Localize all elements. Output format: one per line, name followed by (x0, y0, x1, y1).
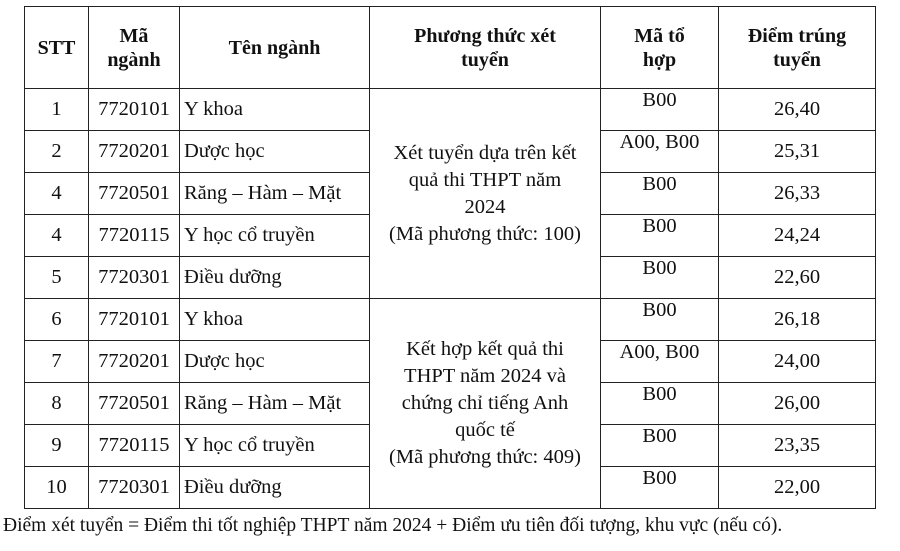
cell-ma-nganh: 7720301 (89, 467, 180, 509)
cell-diem: 26,33 (719, 173, 876, 215)
header-diem (719, 7, 876, 89)
cell-ten-nganh: Điều dưỡng (180, 467, 370, 509)
cell-ma-to-hop: A00, B00 (601, 341, 719, 383)
cell-stt: 5 (25, 257, 89, 299)
header-row (25, 7, 876, 89)
cell-ma-to-hop: B00 (601, 383, 719, 425)
cell-diem: 25,31 (719, 131, 876, 173)
cell-phuong-thuc (370, 299, 601, 509)
cell-ma-to-hop: A00, B00 (601, 131, 719, 173)
cell-ten-nganh: Y học cổ truyền (180, 425, 370, 467)
method-line: quốc tế (455, 419, 515, 441)
cell-ma-nganh: 7720501 (89, 383, 180, 425)
table-body (25, 89, 876, 509)
cell-diem: 24,24 (719, 215, 876, 257)
cell-diem: 22,60 (719, 257, 876, 299)
cell-ten-nganh: Răng – Hàm – Mặt (180, 173, 370, 215)
cell-ten-nganh: Dược học (180, 341, 370, 383)
cell-ma-to-hop: B00 (601, 215, 719, 257)
footnote: Điểm xét tuyển = Điểm thi tốt nghiệp THPT năm 2024 + Điểm ưu tiên đối tượng, khu vực (nếu có). (3, 515, 783, 536)
cell-ma-to-hop: B00 (601, 299, 719, 341)
method-line: quả thi THPT năm (408, 168, 562, 191)
cell-ma-nganh: 7720101 (89, 299, 180, 341)
cell-ma-nganh: 7720201 (89, 131, 180, 173)
cell-ten-nganh: Y khoa (180, 299, 370, 341)
header-phuong-thuc-text: Phương thức xét tuyển (414, 24, 556, 71)
header-phuong-thuc (370, 7, 601, 89)
header-diem-text: Điểm trúng tuyển (747, 24, 847, 71)
cell-stt: 2 (25, 131, 89, 173)
cell-stt: 1 (25, 89, 89, 131)
cell-ma-nganh: 7720101 (89, 89, 180, 131)
admission-score-table (24, 6, 876, 509)
cell-ma-to-hop: B00 (601, 173, 719, 215)
method-line: chứng chỉ tiếng Anh (401, 392, 569, 414)
cell-ma-to-hop: B00 (601, 425, 719, 467)
method-line: 2024 (464, 195, 506, 218)
cell-ten-nganh: Y học cổ truyền (180, 215, 370, 257)
cell-diem: 22,00 (719, 467, 876, 509)
cell-stt: 6 (25, 299, 89, 341)
cell-ma-nganh: 7720115 (89, 215, 180, 257)
cell-diem: 26,18 (719, 299, 876, 341)
table-row (25, 89, 876, 131)
cell-stt: 4 (25, 215, 89, 257)
method-line: (Mã phương thức: 409) (389, 446, 581, 468)
cell-diem: 26,00 (719, 383, 876, 425)
cell-ma-to-hop: B00 (601, 89, 719, 131)
cell-ma-nganh: 7720115 (89, 425, 180, 467)
cell-stt: 10 (25, 467, 89, 509)
cell-ma-to-hop: B00 (601, 257, 719, 299)
cell-ten-nganh: Răng – Hàm – Mặt (180, 383, 370, 425)
header-ma-to-hop-text: Mã tổ hợp (634, 24, 685, 71)
cell-diem: 23,35 (719, 425, 876, 467)
cell-ma-nganh: 7720501 (89, 173, 180, 215)
cell-ten-nganh: Điều dưỡng (180, 257, 370, 299)
method-line: THPT năm 2024 và (404, 365, 566, 387)
table-row (25, 299, 876, 341)
header-stt: STT (25, 7, 89, 89)
cell-stt: 7 (25, 341, 89, 383)
cell-ma-nganh: 7720201 (89, 341, 180, 383)
cell-ten-nganh: Y khoa (180, 89, 370, 131)
header-ten-nganh: Tên ngành (180, 7, 370, 89)
cell-phuong-thuc (370, 89, 601, 299)
method-line: (Mã phương thức: 100) (389, 222, 581, 245)
method-line: Kết hợp kết quả thi (406, 338, 564, 360)
cell-ma-nganh: 7720301 (89, 257, 180, 299)
method-line: Xét tuyển dựa trên kết (393, 141, 577, 164)
cell-stt: 9 (25, 425, 89, 467)
cell-ten-nganh: Dược học (180, 131, 370, 173)
cell-diem: 26,40 (719, 89, 876, 131)
cell-ma-to-hop: B00 (601, 467, 719, 509)
header-ma-nganh-text: Mã ngành (107, 24, 161, 71)
header-ma-nganh (89, 7, 180, 89)
header-ma-to-hop (601, 7, 719, 89)
cell-diem: 24,00 (719, 341, 876, 383)
cell-stt: 4 (25, 173, 89, 215)
cell-stt: 8 (25, 383, 89, 425)
